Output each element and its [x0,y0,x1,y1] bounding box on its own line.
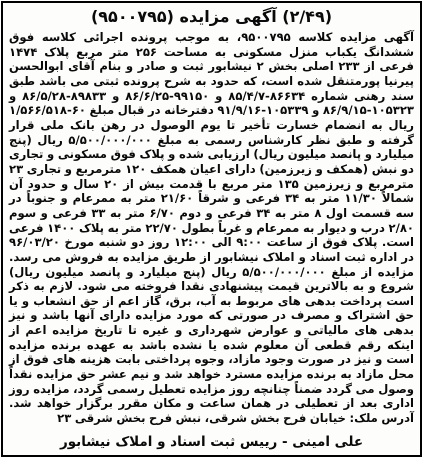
notice-signature: علی امینی - رییس ثبت اسناد و املاک نیشابور [59,434,364,450]
notice-title: (۲/۴۹) آگهی مزایده (۹۵۰۰۷۹۵) [90,7,333,26]
legal-notice-frame [1,1,422,457]
notice-body: آگهی مزایده کلاسه ۹۵۰۰۷۹۵، به موجب پرونده اجرائی کلاسه فوق ششدانگ یکباب منزل مسکونی به مساحت ۲۵۶ متر مربع پلاک ۱۴۷۴ فرعی از ۲۳۳ اصلی بخش ۲ نیشابور ثبت و صادر و بنام آقای ابوالحسن پیرنیا پورمتنقل شده است، که حدود به شرح پرونده ثبتی می باشد طبق سند رهنی شماره ۸۶۶۳۴-۸۵/۴/۷ و ۹۹۱۵۰-۸۶/۶/۲۵ و ۸۹۸۳۳-۸۶/۵/۲۸ و ۱۰۵۳۲۳-۸۶/۹/۱۵ و ۱۰۵۳۳۹-۹۱/۹/۱۶ دفترخانه در قبال مبلغ ۶۰-۱/۵۶۶/۵۱۸ ریال به انضمام خسارت تأخیر تا یوم الوصول در رهن بانک ملی قرار گرفته و طبق نظر کارشناس رسمی به مبلغ ۵/۵۰۰/۰۰۰/۰۰۰ ریال (پنج میلیارد و پانصد میلیون ریال) ارزیابی شده و پلاک فوق مسکونی و تجاری دو نبش (همکف و زیرزمین) دارای اعیان همکف ۱۲۰ مترمربع و تجاری ۲۳ مترمربع و زیرزمین ۱۳۵ متر مربع با قدمت بیش از ۲۰ سال و حدود آن شمالاً ۱۱/۳۰ متر به ۳۴ فرعی و شرقاً ۲۱/۶۰ متر به ممرعام و جنوباً در سه قسمت اول ۸ متر به ۳۴ فرعی و دوم ۶/۷۰ متر به ۳۳ فرعی و سوم ۲/۸۰ درب و دیوار به ممرعام و غرباً بطول ۲۲/۷۰ متر به پلاک ۱۴۰۰ فرعی است. پلاک فوق از ساعت ۹:۰۰ الی ۱۲:۰۰ روز دو شنبه مورخ ۹۶/۰۳/۲۰ در اداره ثبت اسناد و املاک نیشابور از طریق مزایده به فروش می رسد. مزایده از مبلغ ۵/۵۰۰/۰۰۰/۰۰۰ ریال (پنج میلیارد و پانصد میلیون ریال) شروع و به بالاترین قیمت پیشنهادی نقدا فروخته می شود. لازم به ذکر است پرداخت بدهی های مربوط به آب، برق، گاز اعم از حق انشعاب و یا حق اشتراک و مصرف در صورتی که مورد مزایده دارای آنها باشد و نیز بدهی های مالیاتی و عوارض شهرداری و غیره تا تاریخ مزایده اعم از اینکه رقم قطعی آن معلوم شده یا نشده باشد به عهده برنده مزایده است و نیز در صورت وجود مازاد، وجوه پرداختی بابت هزینه های فوق از محل مازاد به برنده مزایده مسترد خواهد شد و نیم عشر حق مزایده نقداً وصول می گردد ضمناً چنانچه روز مزایده تعطیل رسمی گردد، مزایده روز اداری بعد از تعطیلی در همان ساعت و مکان مقرر برگزار خواهد شد. آدرس ملک: خیابان فرح بخش شرقی، نبش فرح بخش شرقی ۲۳ [9,30,415,426]
